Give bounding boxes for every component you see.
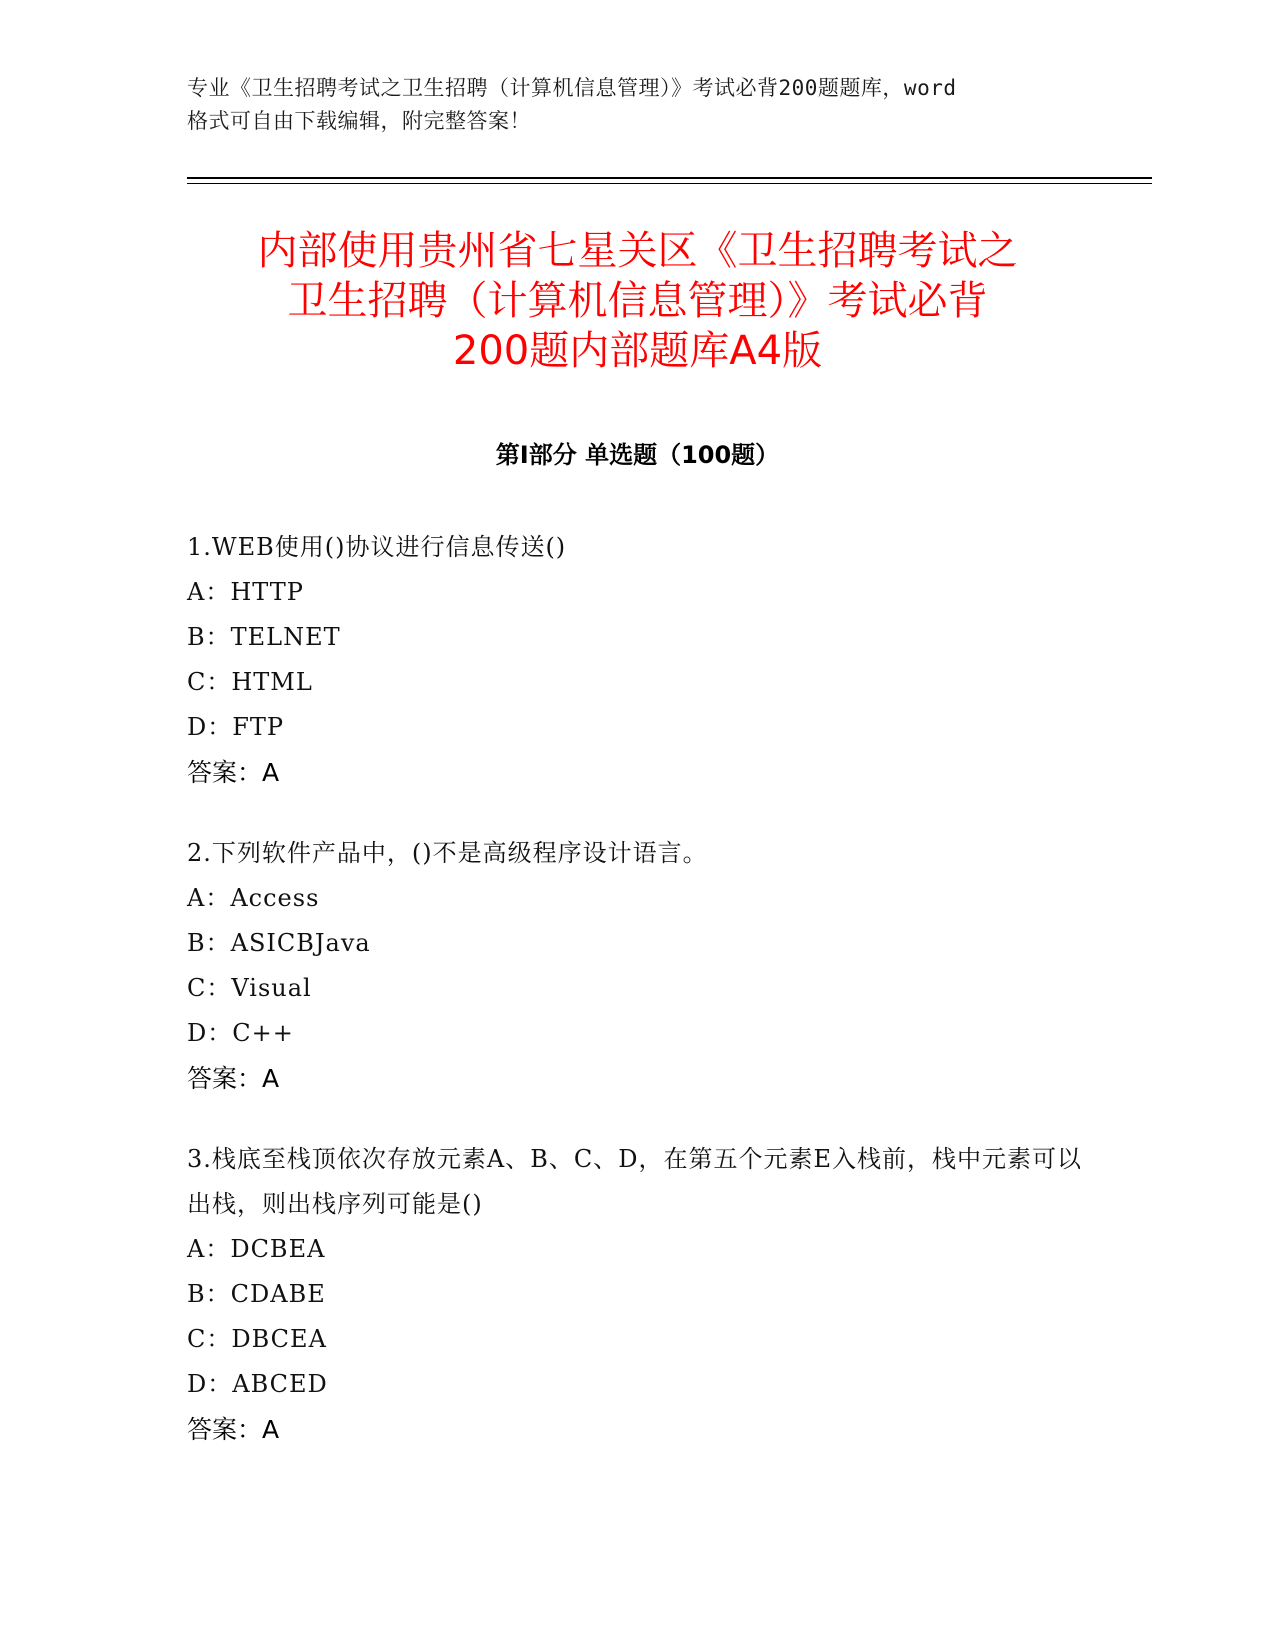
header-divider-thick: [187, 177, 1152, 179]
section-heading: 第Ⅰ部分 单选题（100题）: [495, 441, 780, 469]
answer: 答案：A: [187, 1415, 280, 1444]
header-note: [187, 72, 1087, 138]
option-b: B：ASICBJava: [187, 929, 371, 957]
document-title-line-1: 内部使用贵州省七星关区《卫生招聘考试之: [257, 228, 1018, 274]
option-c: C：Visual: [187, 974, 312, 1002]
question-stem: 1.WEB使用()协议进行信息传送(): [187, 533, 567, 561]
option-d: D：FTP: [187, 713, 285, 741]
question-1: [187, 525, 1087, 795]
option-a: A：DCBEA: [187, 1235, 326, 1263]
header-divider-thin: [187, 183, 1152, 184]
option-a: A：HTTP: [187, 578, 304, 606]
header-note-line-1: 专业《卫生招聘考试之卫生招聘（计算机信息管理）》考试必背200题题库，word: [187, 76, 957, 100]
question-stem: 2.下列软件产品中，()不是高级程序设计语言。: [187, 839, 708, 867]
document-title-line-3: 200题内部题库A4版: [452, 328, 823, 374]
option-d: D：ABCED: [187, 1370, 328, 1398]
document-title: [150, 226, 1125, 376]
document-title-line-2: 卫生招聘（计算机信息管理）》考试必背: [287, 278, 988, 324]
option-d: D：C++: [187, 1019, 294, 1047]
question-stem: 3.栈底至栈顶依次存放元素A、B、C、D，在第五个元素E入栈前，栈中元素可以出栈，则出栈序列可能是(): [187, 1145, 1082, 1218]
option-c: C：HTML: [187, 668, 313, 696]
option-a: A：Access: [187, 884, 320, 912]
header-note-line-2: 格式可自由下载编辑，附完整答案！: [187, 109, 531, 133]
option-b: B：TELNET: [187, 623, 341, 651]
option-b: B：CDABE: [187, 1280, 326, 1308]
option-c: C：DBCEA: [187, 1325, 327, 1353]
question-3: [187, 1137, 1087, 1452]
question-2: [187, 831, 1087, 1101]
answer: 答案：A: [187, 758, 280, 787]
answer: 答案：A: [187, 1064, 280, 1093]
question-list: [187, 525, 1087, 1488]
